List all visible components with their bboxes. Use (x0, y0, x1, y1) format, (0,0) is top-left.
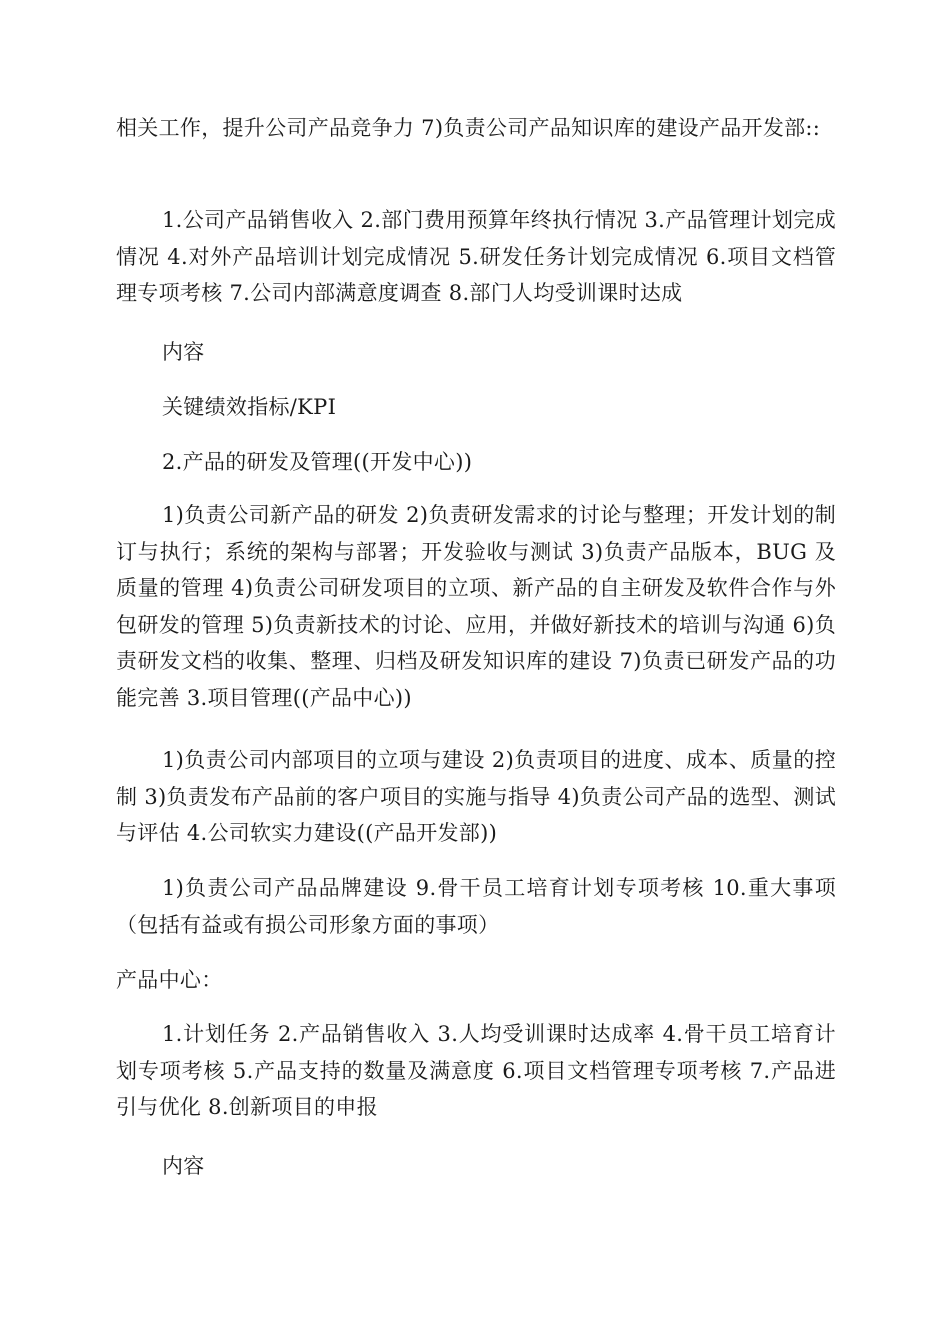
paragraph-5: 2.产品的研发及管理((开发中心)) (162, 450, 473, 474)
paragraph-4: 关键绩效指标/KPI (162, 395, 337, 419)
paragraph-11: 内容 (162, 1154, 205, 1178)
paragraph-6: 1)负责公司新产品的研发 2)负责研发需求的讨论与整理；开发计划的制订与执行；系统的架构与部署；开发验收与测试 3)负责产品版本，BUG 及质量的管理 4)负责公司研发项目的立项、新产品的自主研发及软件合作与外包研发的管理 5)负责新技术的讨论、应用，并做好新技术的培训与沟通 6)负责研发文档的收集、整理、归档及研发知识库的建设 7)负责已研发产品的功能完善 3.项目管理((产品中心)) (116, 503, 836, 710)
paragraph-7: 1)负责公司内部项目的立项与建设 2)负责项目的进度、成本、质量的控制 3)负责发布产品前的客户项目的实施与指导 4)负责公司产品的选型、测试与评估 4.公司软实力建设((产品开发部)) (116, 748, 836, 845)
paragraph-3: 内容 (162, 340, 205, 364)
paragraph-9: 产品中心： (116, 968, 223, 992)
paragraph-8: 1)负责公司产品品牌建设 9.骨干员工培育计划专项考核 10.重大事项（包括有益或有损公司形象方面的事项） (116, 876, 836, 937)
paragraph-10: 1.计划任务 2.产品销售收入 3.人均受训课时达成率 4.骨干员工培育计划专项考核 5.产品支持的数量及满意度 6.项目文档管理专项考核 7.产品进引与优化 8.创新项目的申报 (116, 1022, 836, 1119)
paragraph-2: 1.公司产品销售收入 2.部门费用预算年终执行情况 3.产品管理计划完成情况 4.对外产品培训计划完成情况 5.研发任务计划完成情况 6.项目文档管理专项考核 7.公司内部满意度调查 8.部门人均受训课时达成 (116, 208, 836, 305)
paragraph-1: 相关工作，提升公司产品竞争力 7)负责公司产品知识库的建设产品开发部:: (116, 116, 821, 140)
